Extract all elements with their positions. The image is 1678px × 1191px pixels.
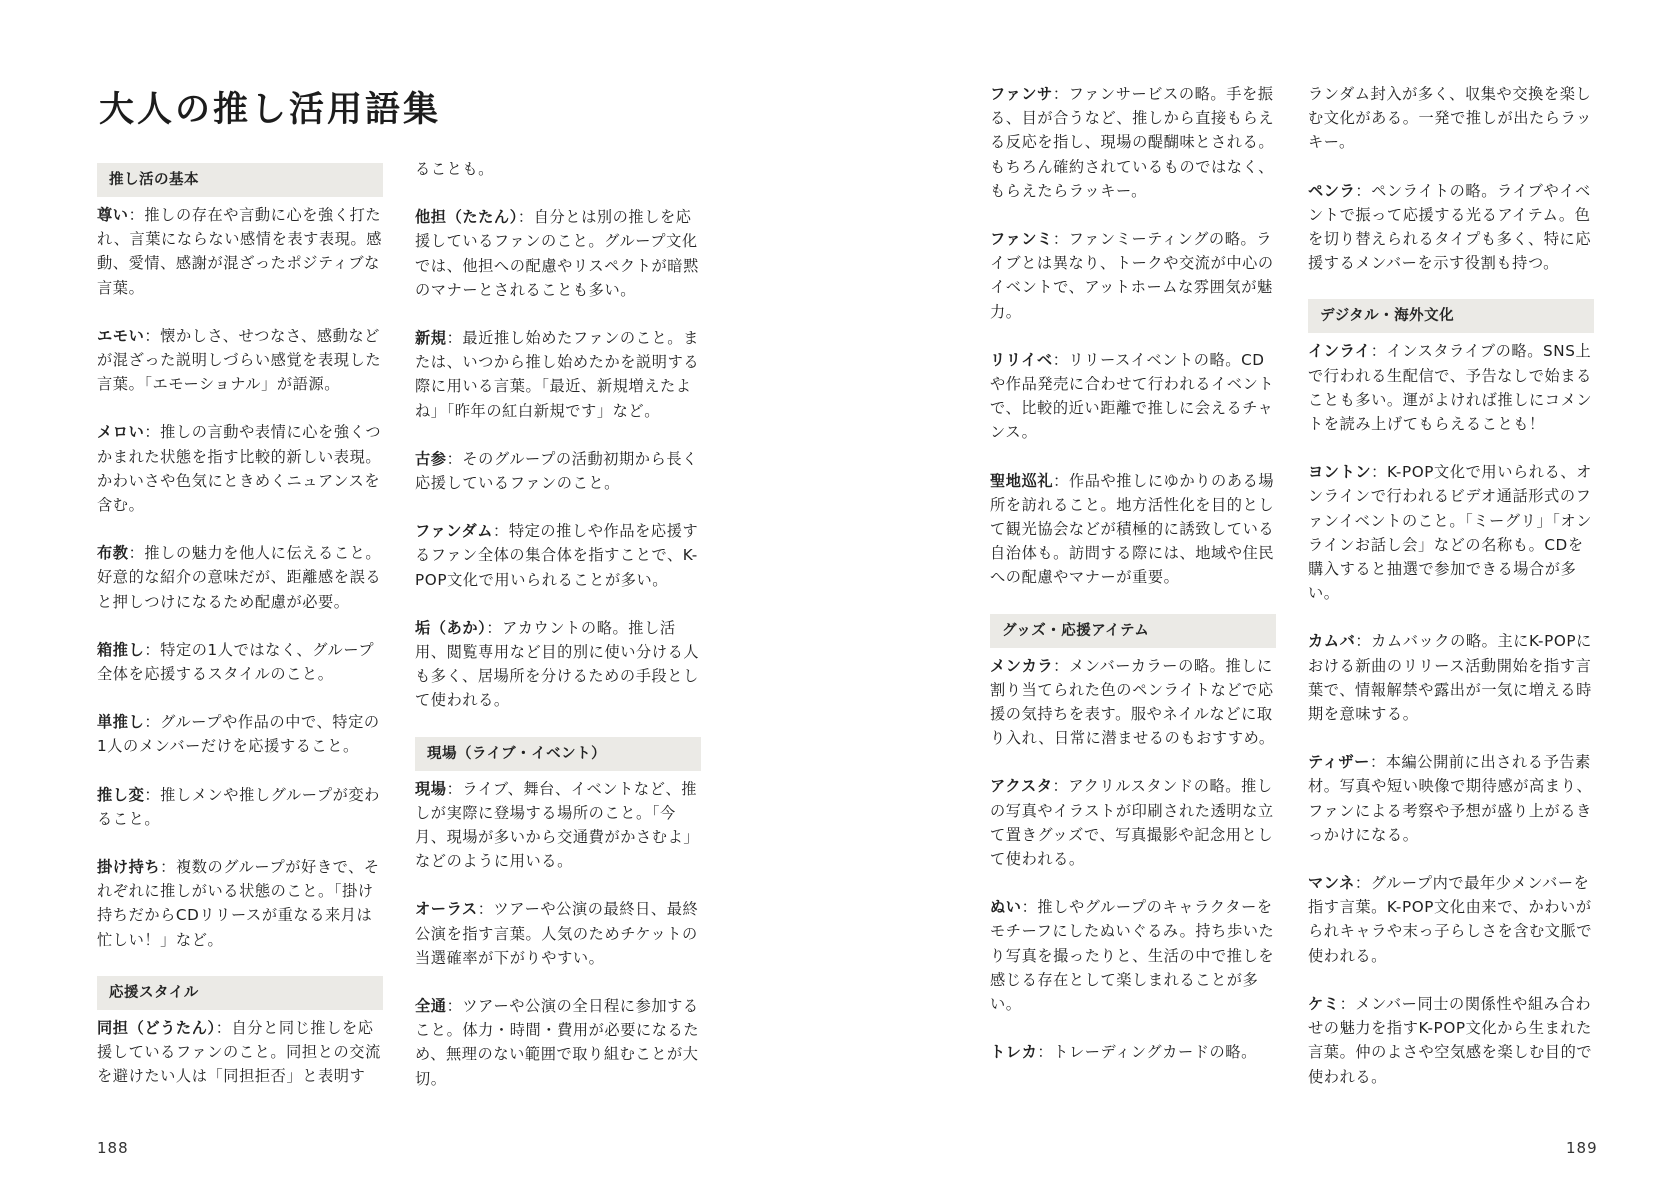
glossary-definition: ：最近推し始めたファンのこと。または、いつから推し始めたかを説明する際に用いる言葉。「最近、新規増えたよね」「昨年の紅白新規です」など。 [415, 329, 700, 420]
glossary-definition: ：ライブ、舞台、イベントなど、推しが実際に登場する場所のこと。「今月、現場が多いから交通費がかさむよ」などのように用いる。 [415, 779, 700, 871]
glossary-term: 同担（どうたん） [97, 1018, 216, 1037]
glossary-term: 推し変 [97, 785, 145, 804]
glossary-definition: ランダム封入が多く、収集や交換を楽しむ文化がある。一発で推しが出たらラッキー。 [1308, 85, 1592, 152]
glossary-column-2 [415, 157, 701, 1115]
glossary-term: 新規 [415, 329, 447, 348]
glossary-definition: ：そのグループの活動初期から長く応援しているファンのこと。 [415, 449, 698, 493]
glossary-entry [415, 326, 701, 423]
glossary-definition: ：メンバーカラーの略。推しに割り当てられた色のペンライトなどで応援の気持ちを表す。服やネイルなどに取り入れ、日常に潜ませるのもおすすめ。 [990, 656, 1275, 748]
glossary-term: 掛け持ち [97, 858, 161, 877]
glossary-term: ファンミ [990, 230, 1053, 249]
glossary-definition: ：グループ内で最年少メンバーを指す言葉。K-POP文化由来で、かわいがられキャラや末っ子らしさを含む文脈で使われる。 [1308, 874, 1593, 965]
glossary-definition: ：アカウントの略。推し活用、閲覧専用など目的別に使い分ける人も多く、居場所を分けるための手段として使われる。 [415, 618, 700, 710]
glossary-term: 単推し [97, 713, 145, 732]
glossary-term: ファンサ [990, 85, 1053, 103]
glossary-term: 尊い [97, 206, 129, 224]
glossary-definition: ：本編公開前に出される予告素材。写真や短い映像で期待感が高まり、ファンによる考察や予想が盛り上がるきっかけになる。 [1308, 753, 1593, 844]
glossary-entry [97, 420, 383, 517]
glossary-definition: ：懐かしさ、せつなさ、感動などが混ざった説明しづらい感覚を表現した言葉。「エモーショナル」が語源。 [97, 326, 382, 394]
glossary-entry [990, 469, 1276, 590]
glossary-term: 聖地巡礼 [990, 471, 1054, 490]
glossary-term: マンネ [1308, 874, 1355, 893]
glossary-term: ペンラ [1308, 181, 1356, 200]
glossary-column-3 [990, 82, 1276, 1089]
glossary-entry [97, 855, 383, 952]
glossary-definition: ：メンバー同士の関係性や組み合わせの魅力を指すK-POP文化から生まれた言葉。仲のよさや空気感を楽しむ目的で使われる。 [1308, 994, 1593, 1086]
glossary-definition: ：ファンミーティングの略。ライブとは異なり、トークや交流が中心のイベントで、アットホームな雰囲気が魅力。 [990, 230, 1274, 321]
glossary-entry [1308, 339, 1594, 436]
glossary-entry [1308, 871, 1594, 968]
glossary-definition: ：推しメンや推しグループが変わること。 [97, 785, 380, 828]
glossary-entry [415, 447, 701, 495]
glossary-entry [97, 203, 383, 300]
glossary-definition: ：インスタライブの略。SNS上で行われる生配信で、予告なしで始まることも多い。運がよければ推しにコメントを読み上げてもらえることも！ [1308, 342, 1593, 434]
glossary-definition: ：特定の推しや作品を応援するファン全体の集合体を指すことで、K-POP文化で用いられることが多い。 [415, 522, 699, 589]
glossary-definition: ：推しの存在や言動に心を強く打たれ、言葉にならない感情を表す表現。感動、愛情、感謝が混ざったポジティブな言葉。 [97, 206, 383, 297]
glossary-term: 箱推し [97, 640, 145, 659]
glossary-entry [990, 82, 1276, 203]
glossary-definition: ：推しの言動や表情に心を強くつかまれた状態を指す比較的新しい表現。かわいさや色気にときめくニュアンスを含む。 [97, 423, 382, 515]
glossary-entry [97, 324, 383, 397]
section-heading: 応援スタイル [97, 976, 383, 1010]
glossary-entry [415, 519, 701, 592]
glossary-entry [415, 205, 701, 302]
glossary-term: ぬい [990, 898, 1022, 917]
glossary-term: 古参 [415, 449, 447, 468]
section-heading: 推し活の基本 [97, 163, 383, 197]
page-number-left: 188 [97, 1139, 129, 1157]
glossary-term: メロい [97, 423, 145, 442]
glossary-entry [1308, 179, 1594, 276]
glossary-definition: ：推しやグループのキャラクターをモチーフにしたぬいぐるみ。持ち歩いたり写真を撮ったりと、生活の中で推しを感じる存在として楽しまれることが多い。 [990, 898, 1275, 1014]
glossary-term: 垢（あか） [415, 618, 487, 637]
glossary-definition: ：K-POP文化で用いられる、オンラインで行われるビデオ通話形式のファンイベントのこと。「ミーグリ」「オンラインお話し会」などの名称も。CDを購入すると抽選で参加できる場合が多い。 [1308, 463, 1593, 603]
glossary-definition: ：複数のグループが好きで、それぞれに推しがいる状態のこと。「掛け持ちだからCDリリースが重なる来月は忙しい！」など。 [97, 858, 380, 949]
glossary-entry [990, 227, 1276, 324]
glossary-definition: ：自分とは別の推しを応援しているファンのこと。グループ文化では、他担への配慮やリスペクトが暗黙のマナーとされることも多い。 [415, 208, 699, 299]
glossary-term: 布教 [97, 544, 129, 563]
glossary-entry [990, 895, 1276, 1016]
glossary-column-1 [97, 163, 383, 1112]
glossary-definition: ：グループや作品の中で、特定の1人のメンバーだけを応援すること。 [97, 713, 380, 756]
glossary-definition: ることも。 [415, 160, 494, 178]
glossary-term: 全通 [415, 997, 447, 1016]
glossary-entry [415, 994, 701, 1091]
glossary-entry [1308, 629, 1594, 726]
glossary-entry [1308, 750, 1594, 847]
glossary-definition: ：カムバックの略。主にK-POPにおける新曲のリリース活動開始を指す言葉で、情報解禁や露出が一気に増える時期を意味する。 [1308, 632, 1592, 724]
glossary-entry [97, 710, 383, 758]
glossary-entry [97, 541, 383, 614]
glossary-term: ティザー [1308, 753, 1370, 772]
glossary-entry [97, 1016, 383, 1089]
glossary-entry [990, 774, 1276, 871]
glossary-term: 他担（たたん） [415, 208, 518, 227]
glossary-term: カムバ [1308, 632, 1356, 651]
glossary-entry [415, 157, 701, 181]
glossary-entry [990, 348, 1276, 445]
glossary-entry [97, 638, 383, 686]
glossary-column-4 [1308, 82, 1594, 1113]
glossary-definition: ：ツアーや公演の最終日、最終公演を指す言葉。人気のためチケットの当選確率が下がりやすい。 [415, 900, 699, 967]
glossary-definition: ：ファンサービスの略。手を振る、目が合うなど、推しから直接もらえる反応を指し、現場の醍醐味とされる。もちろん確約されているものではなく、もらえたらラッキー。 [990, 85, 1275, 200]
page-number-right: 189 [1566, 1139, 1598, 1157]
glossary-term: オーラス [415, 900, 478, 919]
section-heading: グッズ・応援アイテム [990, 614, 1276, 648]
glossary-term: エモい [97, 326, 145, 345]
glossary-term: ヨントン [1308, 463, 1372, 482]
glossary-term: ケミ [1308, 994, 1340, 1013]
glossary-term: 現場 [415, 779, 447, 798]
glossary-definition: ：リリースイベントの略。CDや作品発売に合わせて行われるイベントで、比較的近い距離で推しに会えるチャンス。 [990, 350, 1275, 442]
glossary-entry [415, 616, 701, 713]
glossary-definition: ：作品や推しにゆかりのある場所を訪れること。地方活性化を目的として観光協会などが積極的に誘致している自治体も。訪問する際には、地域や住民への配慮やマナーが重要。 [990, 471, 1275, 587]
glossary-term: リリイベ [990, 350, 1053, 369]
glossary-term: ファンダム [415, 522, 494, 541]
glossary-term: インライ [1308, 342, 1371, 361]
glossary-entry [415, 777, 701, 874]
glossary-definition: ：特定の1人ではなく、グループ全体を応援するスタイルのこと。 [97, 640, 375, 684]
glossary-term: メンカラ [990, 656, 1054, 675]
section-heading: 現場（ライブ・イベント） [415, 737, 701, 771]
glossary-term: アクスタ [990, 777, 1053, 796]
glossary-definition: ：推しの魅力を他人に伝えること。好意的な紹介の意味だが、距離感を誤ると押しつけになるため配慮が必要。 [97, 544, 382, 611]
glossary-entry [1308, 992, 1594, 1089]
glossary-definition: ：ペンライトの略。ライブやイベントで振って応援する光るアイテム。色を切り替えられるタイプも多く、特に応援するメンバーを示す役割も持つ。 [1308, 181, 1592, 273]
page-title: 大人の推し活用語集 [99, 90, 442, 130]
section-heading: デジタル・海外文化 [1308, 299, 1594, 333]
glossary-entry [990, 654, 1276, 751]
glossary-entry [415, 897, 701, 970]
glossary-entry [1308, 82, 1594, 155]
glossary-definition: ：自分と同じ推しを応援しているファンのこと。同担との交流を避けたい人は「同担拒否」と表明す [97, 1018, 381, 1086]
glossary-definition: ：アクリルスタンドの略。推しの写真やイラストが印刷された透明な立て置きグッズで、写真撮影や記念用として使われる。 [990, 777, 1274, 869]
glossary-entry [97, 783, 383, 831]
glossary-entry [990, 1040, 1276, 1064]
glossary-definition: ：ツアーや公演の全日程に参加すること。体力・時間・費用が必要になるため、無理のない範囲で取り組むことが大切。 [415, 997, 700, 1088]
glossary-definition: ：トレーディングカードの略。 [1037, 1043, 1257, 1062]
glossary-term: トレカ [990, 1043, 1038, 1062]
glossary-entry [1308, 460, 1594, 605]
